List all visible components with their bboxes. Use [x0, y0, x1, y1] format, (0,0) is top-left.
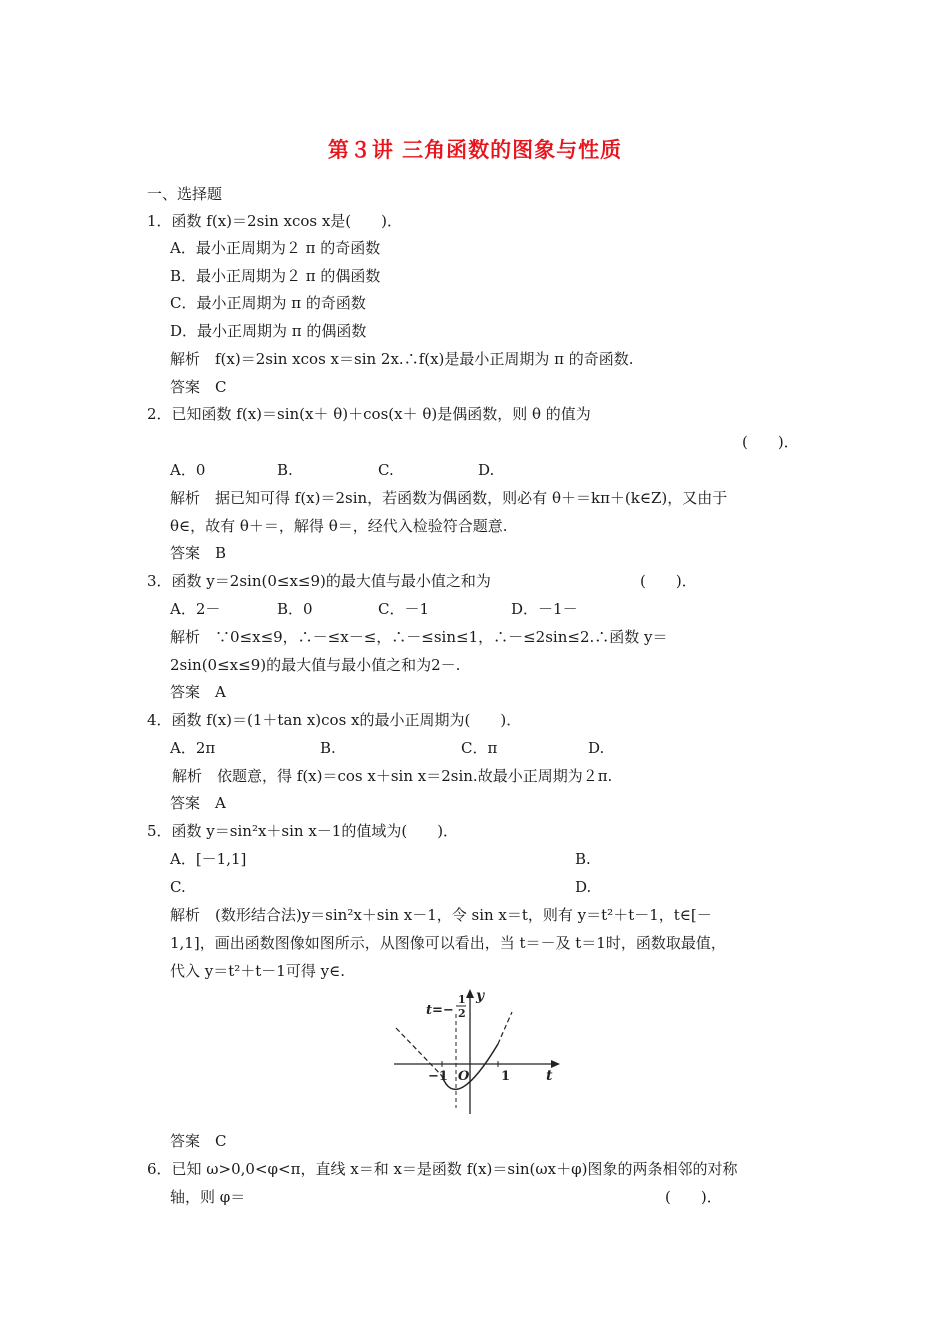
q1-option-c: C．最小正周期为 π 的奇函数: [170, 294, 366, 312]
parabola-dashed-right: [498, 1012, 512, 1044]
q1-option-a: A．最小正周期为２ π 的奇函数: [170, 239, 381, 257]
y-axis-label: y: [476, 988, 485, 1004]
q5-answer: 答案 C: [170, 1132, 227, 1150]
q1-analysis: 解析 f(x)＝2sin xcos x＝sin 2x.∴f(x)是最小正周期为 π 的奇函数.: [170, 350, 634, 368]
q2-option-b: B.: [277, 461, 293, 479]
vline-label: t=−: [426, 1003, 454, 1018]
q4-answer: 答案 A: [170, 794, 226, 812]
q4-option-a: A．2π: [170, 739, 216, 757]
q2-analysis-line2: θ∈，故有 θ＋＝，解得 θ＝，经代入检验符合题意.: [170, 517, 508, 535]
section-heading: 一、选择题: [147, 185, 223, 203]
q5-option-b: B.: [575, 850, 591, 868]
q2-answer: 答案 B: [170, 544, 227, 562]
q1-stem: 1．函数 f(x)＝2sin xcos x是( )．: [147, 212, 403, 230]
q3-option-b: B．0: [277, 600, 313, 618]
q5-option-d: D.: [575, 878, 592, 896]
frac-numerator: 1: [458, 993, 466, 1006]
q4-analysis: 解析 依题意，得 f(x)＝cos x＋sin x＝2sin.故最小正周期为２π.: [172, 767, 613, 785]
q3-analysis-line1: 解析 ∵0≤x≤9，∴－≤x－≤，∴－≤sin≤1，∴－≤2sin≤2.∴函数 y＝: [170, 628, 668, 646]
q5-option-a: A．[－1,1]: [170, 850, 247, 868]
q3-answer: 答案 A: [170, 683, 226, 701]
q3-analysis-line2: 2sin(0≤x≤9)的最大值与最小值之和为2－.: [170, 656, 461, 674]
q3-option-c: C．－1: [378, 600, 430, 618]
q2-option-d: D.: [478, 461, 495, 479]
q2-stem: 2．已知函数 f(x)＝sin(x＋ θ)＋cos(x＋ θ)是偶函数，则 θ 的值为: [147, 405, 591, 423]
origin-label: O: [458, 1069, 470, 1084]
q1-option-d: D．最小正周期为 π 的偶函数: [170, 322, 367, 340]
q4-option-b: B.: [320, 739, 336, 757]
q5-analysis-line2: 1,1]，画出函数图像如图所示，从图像可以看出，当 t＝－及 t＝1时，函数取最值，: [170, 934, 726, 952]
q2-option-c: C.: [378, 461, 394, 479]
q5-option-c: C.: [170, 878, 186, 896]
q4-stem: 4．函数 f(x)＝(1＋tan x)cos x的最小正周期为( )．: [147, 711, 522, 729]
q3-answer-paren: ( )．: [640, 572, 697, 590]
tick-label-neg-one: −1: [428, 1069, 448, 1084]
q1-option-b: B．最小正周期为２ π 的偶函数: [170, 267, 381, 285]
q2-answer-paren: ( )．: [742, 433, 799, 451]
q4-option-c: C．π: [461, 739, 498, 757]
parabola-graph: [390, 984, 570, 1124]
q3-option-a: A．2－: [170, 600, 221, 618]
t-axis-arrow: [551, 1060, 560, 1068]
frac-denominator: 2: [458, 1007, 466, 1020]
q5-analysis-line3: 代入 y＝t²＋t－1可得 y∈.: [170, 962, 345, 980]
q5-stem: 5．函数 y＝sin²x＋sin x－1的值域为( )．: [147, 822, 459, 840]
q2-analysis-line1: 解析 据已知可得 f(x)＝2sin，若函数为偶函数，则必有 θ＋＝kπ＋(k∈Z)，又由于: [170, 489, 728, 507]
q3-stem: 3．函数 y＝2sin(0≤x≤9)的最大值与最小值之和为: [147, 572, 491, 590]
q6-line1: 6．已知 ω>0,0<φ<π，直线 x＝和 x＝是函数 f(x)＝sin(ωx＋φ)图象的两条相邻的对称: [147, 1160, 738, 1178]
y-axis-arrow: [466, 989, 474, 998]
q2-option-a: A．0: [170, 461, 206, 479]
q6-answer-paren: ( )．: [665, 1188, 722, 1206]
q5-analysis-line1: 解析 (数形结合法)y＝sin²x＋sin x－1，令 sin x＝t，则有 y＝t²＋t－1，t∈[－: [170, 906, 712, 924]
q6-line2: 轴，则 φ＝: [170, 1188, 246, 1206]
q3-option-d: D．－1－: [511, 600, 578, 618]
page-title: 第３讲 三角函数的图象与性质: [327, 138, 623, 162]
q1-answer: 答案 C: [170, 378, 227, 396]
q4-option-d: D.: [588, 739, 605, 757]
tick-label-one: 1: [501, 1069, 511, 1084]
t-axis-label: t: [546, 1068, 553, 1084]
